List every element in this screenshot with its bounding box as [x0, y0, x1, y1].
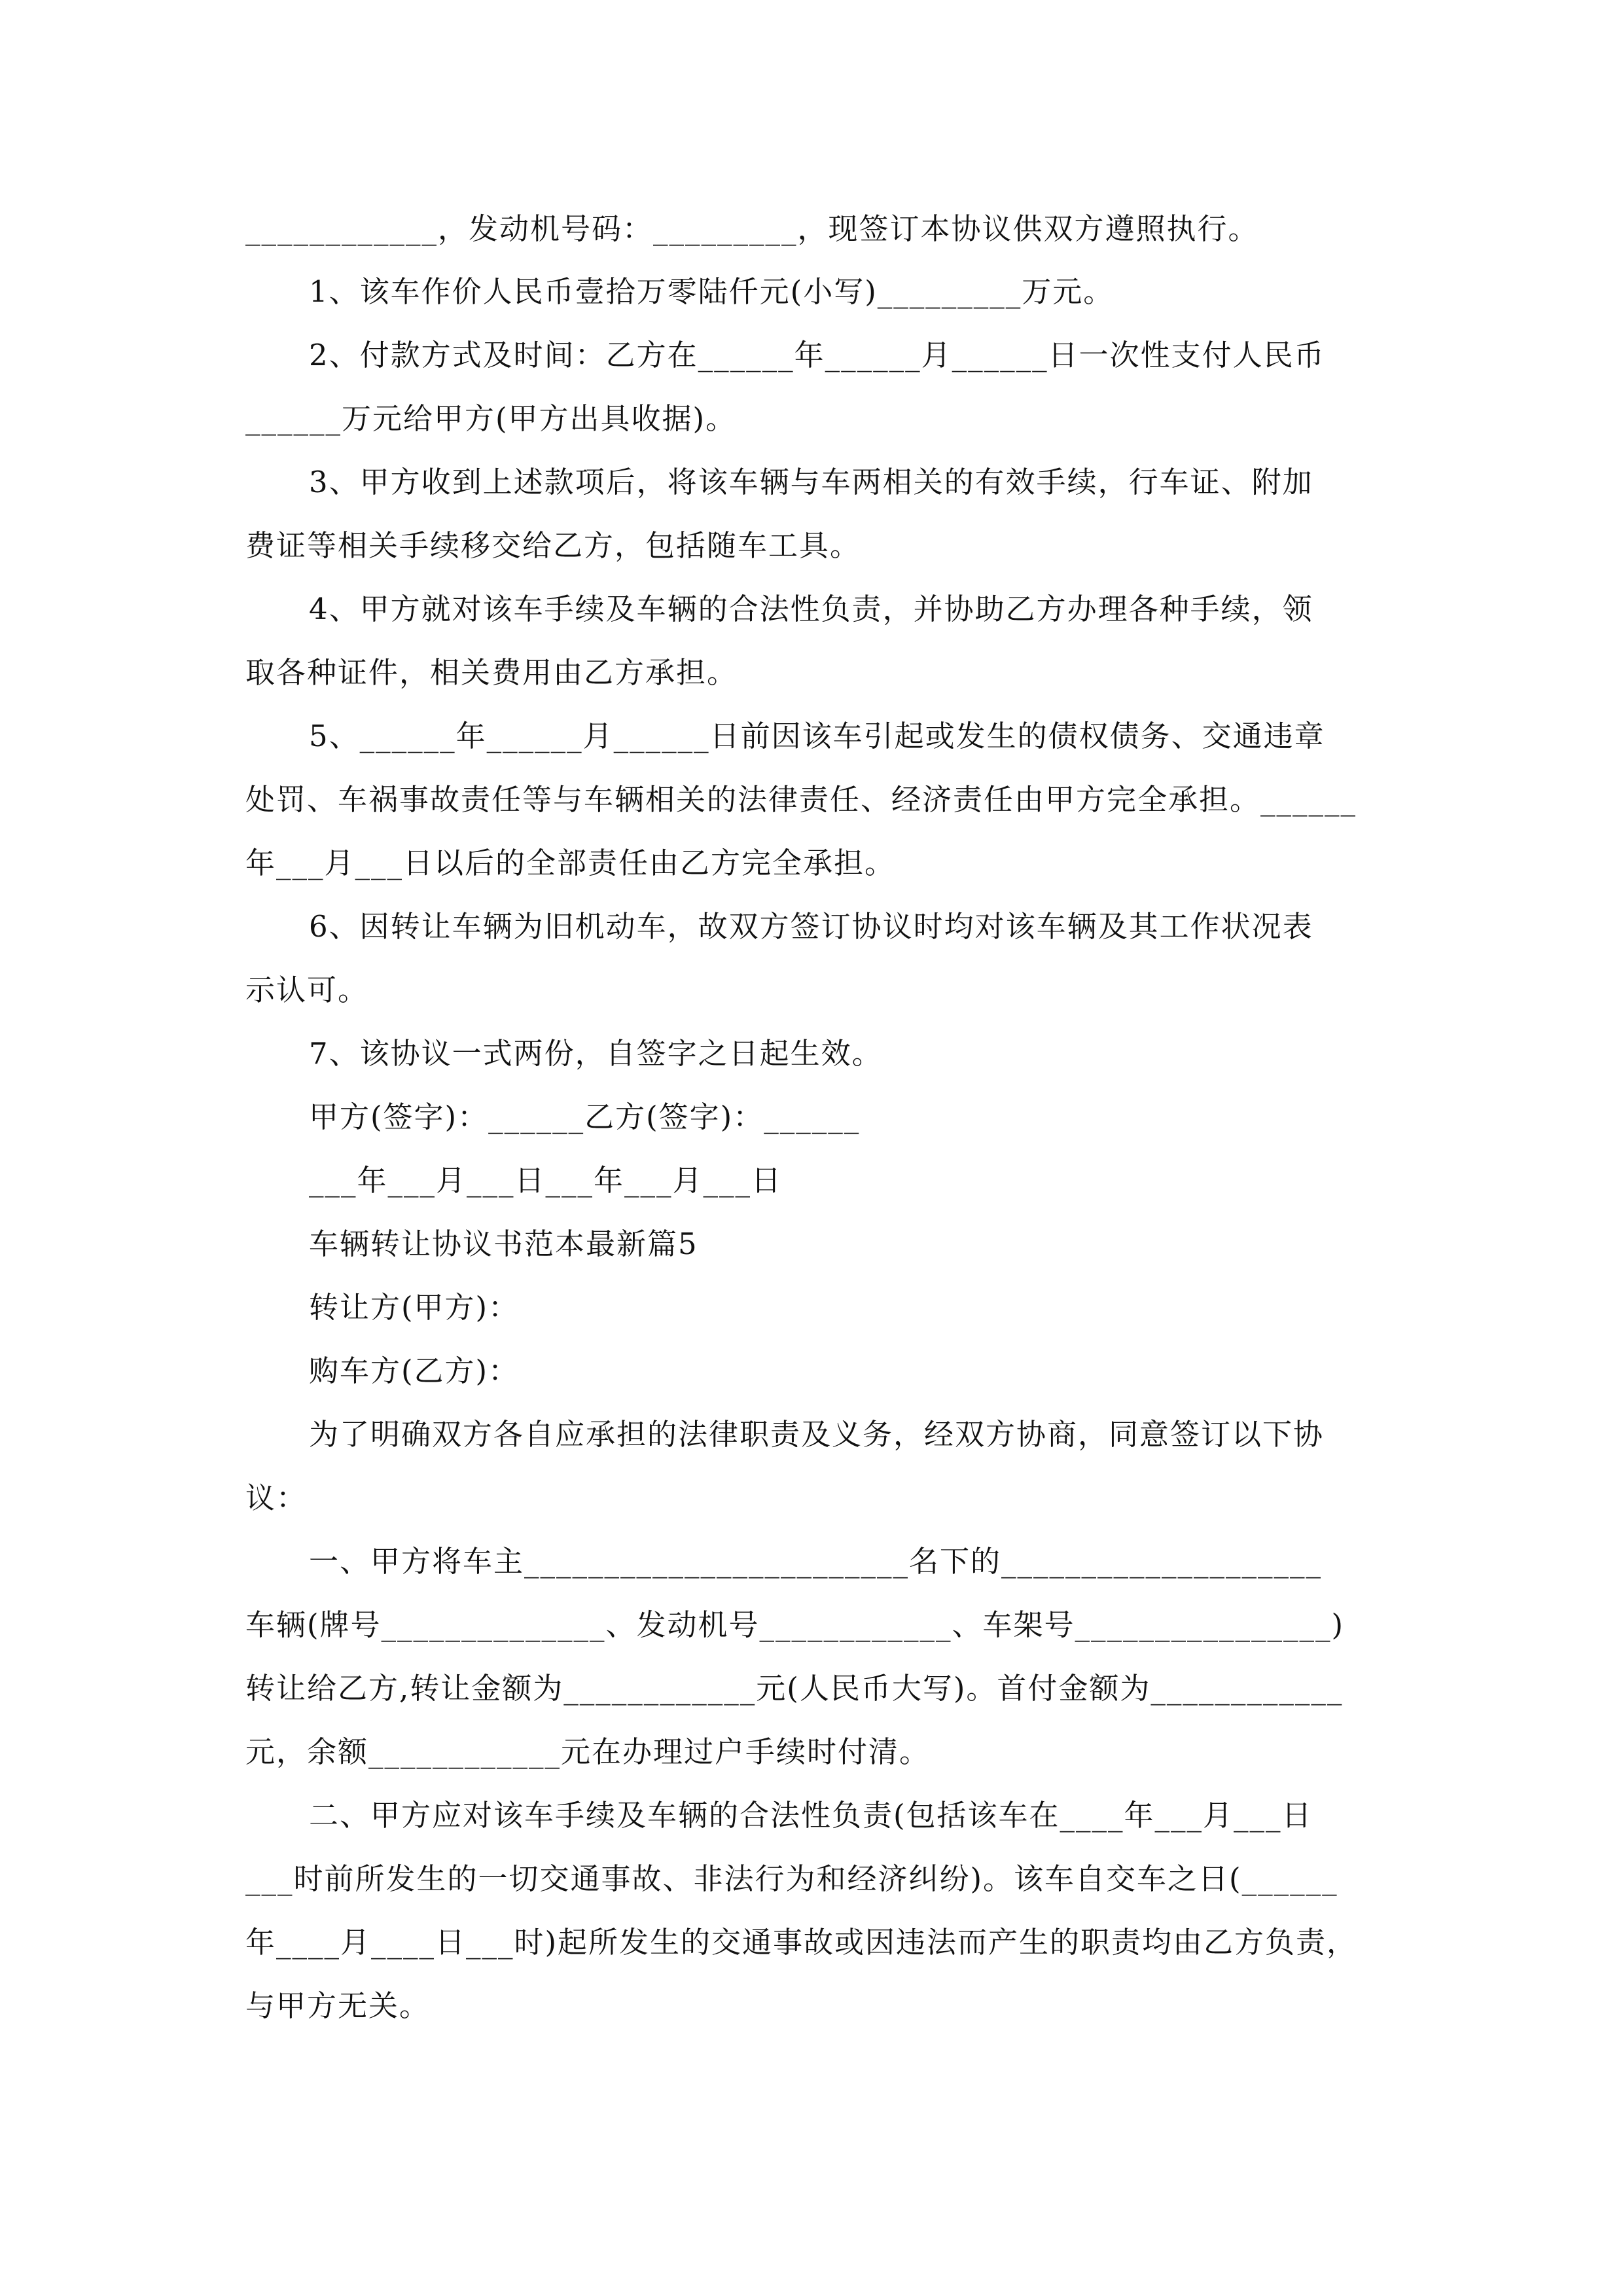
text-line: 年____月____日___时)起所发生的交通事故或因违法而产生的职责均由乙方负责， [245, 1925, 1358, 1960]
text-line: 5、______年______月______日前因该车引起或发生的债权债务、交通违章 [309, 719, 1325, 753]
text-line: 7、该协议一式两份，自签字之日起生效。 [309, 1036, 883, 1071]
text-line: 4、甲方就对该车手续及车辆的合法性负责，并协助乙方办理各种手续，领 [309, 592, 1313, 626]
signature-line: 甲方(签字)：______乙方(签字)：______ [309, 1100, 861, 1134]
date-line: ___年___月___日___年___月___日 [309, 1163, 783, 1198]
text-line: 二、甲方应对该车手续及车辆的合法性负责(包括该车在____年___月___日 [309, 1798, 1313, 1833]
text-line: 年___月___日以后的全部责任由乙方完全承担。 [245, 846, 896, 880]
text-line: 车辆(牌号______________、发动机号____________、车架号________________) [245, 1607, 1345, 1642]
text-line: 取各种证件，相关费用由乙方承担。 [245, 655, 738, 690]
text-line: 转让给乙方,转让金额为____________元(人民币大写)。首付金额为____________ [245, 1671, 1344, 1706]
text-line: 费证等相关手续移交给乙方，包括随车工具。 [245, 528, 861, 563]
text-line: ______万元给甲方(甲方出具收据)。 [245, 401, 737, 436]
text-line: 元，余额____________元在办理过户手续时付清。 [245, 1734, 931, 1769]
text-line: ___时前所发生的一切交通事故、非法行为和经济纠纷)。该车自交车之日(______ [245, 1861, 1338, 1896]
text-line: 2、付款方式及时间：乙方在______年______月______日一次性支付人民币 [309, 338, 1325, 372]
text-line: 处罚、车祸事故责任等与车辆相关的法律责任、经济责任由甲方完全承担。______ [245, 782, 1357, 817]
text-line: 议： [245, 1480, 308, 1515]
text-line: 1、该车作价人民币壹拾万零陆仟元(小写)_________万元。 [309, 274, 1115, 309]
text-line: 与甲方无关。 [245, 1988, 431, 2023]
section-heading: 车辆转让协议书范本最新篇5 [309, 1227, 698, 1261]
text-line: 购车方(乙方)： [309, 1354, 520, 1388]
text-line: ____________，发动机号码：_________，现签订本协议供双方遵照执行。 [245, 211, 1259, 246]
text-line: 为了明确双方各自应承担的法律职责及义务，经双方协商，同意签订以下协 [309, 1417, 1325, 1452]
text-line: 示认可。 [245, 973, 369, 1007]
text-line: 一、甲方将车主________________________名下的____________________ [309, 1544, 1323, 1579]
text-line: 6、因转让车辆为旧机动车，故双方签订协议时均对该车辆及其工作状况表 [309, 909, 1313, 944]
text-line: 3、甲方收到上述款项后，将该车辆与车两相关的有效手续，行车证、附加 [309, 465, 1313, 499]
text-line: 转让方(甲方)： [309, 1290, 520, 1325]
